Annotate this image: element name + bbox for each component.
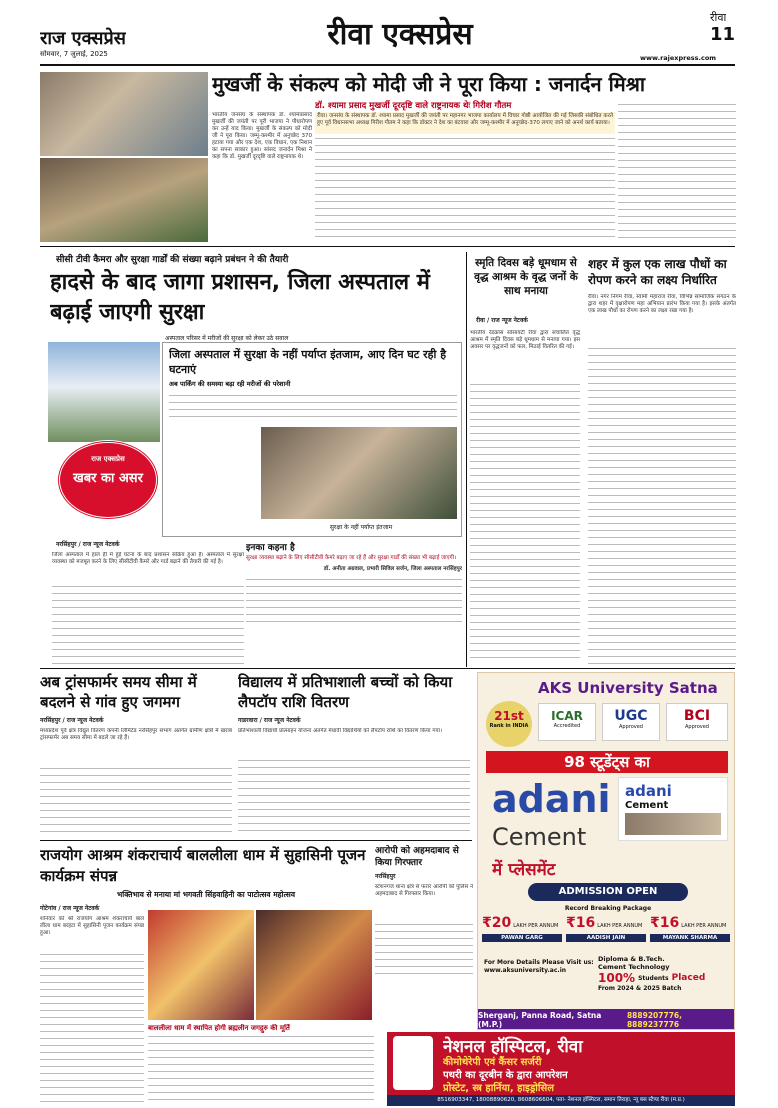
story5-byline: नरसिंहपुर / राज न्यूज नेटवर्क xyxy=(40,717,104,724)
story6-byline: गाडरवारा / राज न्यूज नेटवर्क xyxy=(238,717,301,724)
aks-ugc-label: UGC xyxy=(614,708,648,724)
adani-cement-card xyxy=(618,777,728,841)
hospital-footer[interactable]: 8516903347, 18008890620, 8608606604, पता- नेशनल हॉस्पिटल, समान तिराहा, न्यू बस स्टैण्ड रीवा (म.प्र.) xyxy=(387,1095,735,1106)
aks-university-ad[interactable] xyxy=(477,672,735,1030)
stamp-main-text: खबर का असर xyxy=(73,471,143,486)
story2-text: जिला अस्पताल में हाल ही में हुई घटना के बाद प्रशासन सक्रिय हुआ है। अस्पताल में सुरक्षा व्यवस्था को मजबूत करने के लिए सीसीटीवी कैमरे और गार्ड बढ़ाने की तैयारी की गई है। xyxy=(52,552,244,565)
story8-text: शनिवार को श्री राजयोग आश्रम शंकराचार्य बाल लीला धाम बरहटा में सुहासिनी पूजन कार्यक्रम संपन्न हुआ। xyxy=(40,916,144,936)
story8-body-fill xyxy=(40,952,144,1102)
story1-subhead: डॉ. श्यामा प्रसाद मुखर्जी दूरदृष्टि वाले राष्ट्रनायक थेः गिरीश गौतम xyxy=(315,101,512,111)
aks-rank-number: 21st xyxy=(494,709,524,723)
story3-byline: रीवा / राज न्यूज नेटवर्क xyxy=(476,317,528,324)
story2-headline: हादसे के बाद जागा प्रशासन, जिला अस्पताल में बढ़ाई जाएगी सुरक्षा xyxy=(50,270,430,325)
masthead-city: रीवा xyxy=(710,11,727,24)
aks-placed-box xyxy=(598,955,730,1003)
story3-text: भारतीय रेडक्रॉस सोसायटी रीवा द्वारा संचालित वृद्ध आश्रम में स्मृति दिवस बड़े धूमधाम से मनाया गया। इस अवसर पर वृद्धजनों को फल, मिठाई वितरित की गई। xyxy=(470,330,580,350)
story3-headline: स्मृति दिवस बड़े धूमधाम से वृद्ध आश्रम के वृद्ध जनों के साथ मनाया xyxy=(474,257,578,297)
rule-2 xyxy=(40,668,735,669)
masthead-left-name: राज एक्सप्रेस xyxy=(40,28,126,49)
story2-inset xyxy=(162,342,462,537)
aks-placed-percent: 100% xyxy=(598,971,636,985)
story4-headline: शहर में कुल एक लाख पौधों का रोपण करने का लक्ष्य निर्धारित xyxy=(588,257,727,287)
story1-photo-bottom xyxy=(40,158,208,242)
story8-caption-fill xyxy=(148,1034,374,1102)
aks-footer xyxy=(478,1009,735,1030)
story1-photo-top xyxy=(40,72,208,156)
aks-address: Sherganj, Panna Road, Satna (M.P.) xyxy=(478,1011,602,1029)
story2-body-fill xyxy=(52,584,244,664)
aks-package-2-unit: LAKH PER ANNUM xyxy=(597,923,643,929)
masthead-page-number: 11 xyxy=(710,24,736,45)
aks-bci-label: BCI xyxy=(683,708,711,724)
aks-ugc-sub: Approved xyxy=(619,724,643,730)
story2-quote-fill xyxy=(246,577,462,625)
aks-admission-button[interactable]: ADMISSION OPEN xyxy=(528,883,688,901)
national-hospital-ad[interactable] xyxy=(387,1032,735,1106)
story2-quote-box xyxy=(246,540,462,664)
masthead-date: सोमवार, 7 जुलाई, 2025 xyxy=(40,50,108,58)
hospital-title: नेशनल हॉस्पिटल, रीवा xyxy=(443,1037,583,1057)
aks-package-2-amount: ₹16 xyxy=(566,915,596,931)
story8-photo-1 xyxy=(148,910,254,1020)
aks-package-2 xyxy=(566,915,646,951)
aks-placed-label: Placed xyxy=(671,973,706,983)
story2-byline: नरसिंहपुर / राज न्यूज नेटवर्क xyxy=(56,541,120,548)
story1-body-fill xyxy=(315,136,615,242)
masthead-url[interactable]: www.rajexpress.com xyxy=(640,54,717,62)
aks-ugc-badge xyxy=(602,703,660,741)
aks-package-1-name: PAWAN GARG xyxy=(482,934,562,942)
aks-package-2-name: AADISH JAIN xyxy=(566,934,646,942)
story2-inset-sub: अब पार्किंग की समस्या बढ़ा रही मरीजों की परेशानी xyxy=(169,380,291,388)
adani-cement-word: Cement xyxy=(492,823,587,851)
rule-3 xyxy=(40,840,472,841)
aks-icar-label: ICAR xyxy=(551,709,583,723)
story4-body-fill xyxy=(588,346,736,664)
story8-byline: गोटेगांव / राज न्यूज नेटवर्क xyxy=(40,905,100,912)
adani-logo-large: adani xyxy=(492,777,611,821)
aks-icar-badge xyxy=(538,703,596,741)
aks-package-3-amount: ₹16 xyxy=(650,915,680,931)
story7-body-fill xyxy=(375,922,473,980)
aks-package-1 xyxy=(482,915,562,951)
story1-body-fill-right xyxy=(618,102,736,242)
adani-card-logo: adani xyxy=(625,782,672,800)
masthead xyxy=(0,0,778,66)
story3-body-fill xyxy=(470,382,580,664)
story2-photo-building xyxy=(48,342,160,442)
aks-cement-tech: Cement Technology xyxy=(598,963,670,971)
story8-headline: राजयोग आश्रम शंकराचार्य बाललीला धाम में सुहासिनी पूजन कार्यक्रम संपन्न xyxy=(40,846,366,885)
story7-headline: आरोपी को अहमदाबाद से किया गिरफ्तार xyxy=(375,846,459,868)
aks-diploma: Diploma & B.Tech. xyxy=(598,955,665,963)
story2-inset-photo xyxy=(261,427,457,519)
story8-subhead: भक्तिभाव से मनाया मां भगवती सिंहवाहिनी का पाटोत्सव महोत्सव xyxy=(117,890,295,899)
aks-package-3 xyxy=(650,915,730,951)
story2-photo-caption: सुरक्षा के नहीं पर्याप्त इंतजाम xyxy=(329,524,393,531)
masthead-rule xyxy=(40,64,735,66)
aks-package-3-name: MAYANK SHARMA xyxy=(650,934,730,942)
aks-package-3-unit: LAKH PER ANNUM xyxy=(681,923,727,929)
story5-text: मध्यप्रदेश पूर्व क्षेत्र विद्युत वितरण कंपनी लिमिटेड नरसिंहपुर संभाग अंतर्गत ग्रामीण क्षेत्रों में खराब ट्रांसफार्मर अब समय सीमा में बदले जा रहे हैं। xyxy=(40,728,232,741)
aks-rank-badge xyxy=(486,701,532,747)
aks-record-label: Record Breaking Package xyxy=(564,905,652,912)
aks-placed-students: Students xyxy=(638,974,669,982)
aks-placed-years: From 2024 & 2025 Batch xyxy=(598,985,682,992)
hospital-line3: प्रोस्टेट, स्त्र हार्निया, हाइड्रोसिल xyxy=(443,1083,555,1094)
aks-students-banner: 98 स्टूडेंट्स का xyxy=(486,751,728,773)
story4-text: रीवा। नगर निगम रीवा, स्वामी महाराज रीवा, विभिन्न सामाजिक संगठन के द्वारा शहर में वृक्षारोपण महा अभियान प्रारंभ किया गया है। इसके अंतर्गत एक लाख पौधों का रोपण करने का लक्ष्य रखा गया है। xyxy=(588,294,736,314)
story7-byline: नरसिंहपुर xyxy=(375,873,396,880)
story7-text: स्टेशनगंज थाना क्षेत्र से फरार आरोपी को पुलिस ने अहमदाबाद से गिरफ्तार किया। xyxy=(375,884,473,897)
aks-phones[interactable]: 8889207776, 8889237776 xyxy=(626,1011,683,1029)
story2-quote-title: इनका कहना है xyxy=(246,543,295,553)
aks-bci-sub: Approved xyxy=(685,724,709,730)
col-divider xyxy=(466,252,467,667)
story2-inset-fill xyxy=(169,393,457,423)
aks-bci-badge xyxy=(666,703,728,741)
aks-details[interactable]: For More Details Please Visit us: www.aksuniversity.ac.in xyxy=(484,959,594,974)
story6-body-fill xyxy=(238,758,470,836)
stamp-top-text: राज एक्सप्रेस xyxy=(91,455,125,463)
story6-text: प्रतिभाशाली विद्यार्थी प्रोत्साहन योजना अंतर्गत मेधावी विद्यार्थियों को लैपटॉप राशि का वितरण किया गया। xyxy=(238,728,443,734)
aks-package-1-unit: LAKH PER ANNUM xyxy=(513,923,559,929)
aks-package-1-amount: ₹20 xyxy=(482,915,512,931)
story8-caption: बाललीला धाम में स्थापित होगी ब्रह्मलीन जगद्गुरु की मूर्ति xyxy=(148,1024,290,1032)
story1-lead: रीवा। जनसंघ के संस्थापक डॉ. श्यामा प्रसाद मुखर्जी की जयंती पर महानगर भाजपा कार्यालय में विचार गोष्ठी आयोजित की गई जिसकी संबोधित करते हुए पूर्व विधानसभा अध्यक्ष गिरीश गौतम ने कहा कि डॉक्टर ने देश का बंटवारा और जम्मू-कश्मीर में अनुच्छेद-370 लगाए जाने को अनर्थ कार्य बताया। xyxy=(315,112,615,134)
masthead-title: रीवा एक्सप्रेस xyxy=(327,17,473,52)
aks-rank-sub: Rank in INDIA xyxy=(489,723,529,729)
khabar-ka-asar-stamp xyxy=(57,440,159,520)
story1-text: भारतीय जनसंघ के संस्थापक डॉ. श्यामाप्रसाद मुखर्जी की जयंती पर पूरी भाजपा ने पौधारोपण कर उन्हें याद किया। मुखर्जी के संकल्प को मोदी जी ने पूरा किया। जम्मू-कश्मीर में अनुच्छेद 370 हटाया गया और एक देश, एक विधान, एक निशान का सपना साकार हुआ। सांसद जनार्दन मिश्रा ने कहा कि डॉ. मुखर्जी दूरदृष्टि वाले राष्ट्रनायक थे। xyxy=(212,112,312,160)
story2-quote-text: सुरक्षा व्यवस्था बढ़ाने के लिए सीसीटीवी कैमरे बढ़ाए जा रहे हैं और सुरक्षा गार्डों की संख्या भी बढ़ाई जाएगी। xyxy=(246,555,457,561)
aks-icar-sub: Accredited xyxy=(553,723,581,729)
story2-kicker: सीसी टीवी कैमरा और सुरक्षा गार्डों की संख्या बढ़ाने प्रबंधन ने की तैयारी xyxy=(56,255,289,265)
story2-quote-by: डॉ. अनीता अग्रवाल, प्रभारी सिविल सर्जन, जिला अस्पताल नरसिंहपुर xyxy=(323,566,462,572)
story8-photo-2 xyxy=(256,910,372,1020)
story2-clip-caption: अस्पताल परिसर में मरीजों की सुरक्षा को लेकर उठे सवाल xyxy=(165,335,289,342)
hospital-logo xyxy=(393,1036,433,1090)
story6-headline: विद्यालय में प्रतिभाशाली बच्चों को किया लैपटॉप राशि वितरण xyxy=(238,673,453,711)
story5-body-fill xyxy=(40,766,232,836)
aks-placement-text: में प्लेसमेंट xyxy=(492,860,556,880)
rule-1 xyxy=(40,246,735,247)
story2-inset-headline: जिला अस्पताल में सुरक्षा के नहीं पर्याप्त इंतजाम, आए दिन घट रही है घटनाएं xyxy=(169,348,447,376)
aks-title: AKS University Satna xyxy=(538,679,718,697)
story5-headline: अब ट्रांसफार्मर समय सीमा में बदलने से गांव हुए जगमग xyxy=(40,673,197,711)
adani-card-cement: Cement xyxy=(625,800,669,811)
hospital-line1: कीमोथेरेपी एवं कैंसर सर्जरी xyxy=(443,1057,542,1068)
story1-headline: मुखर्जी के संकल्प को मोदी जी ने पूरा किया : जनार्दन मिश्रा xyxy=(212,72,646,96)
hospital-line2: पथरी का दूरबीन के द्वारा आपरेशन xyxy=(443,1070,568,1081)
